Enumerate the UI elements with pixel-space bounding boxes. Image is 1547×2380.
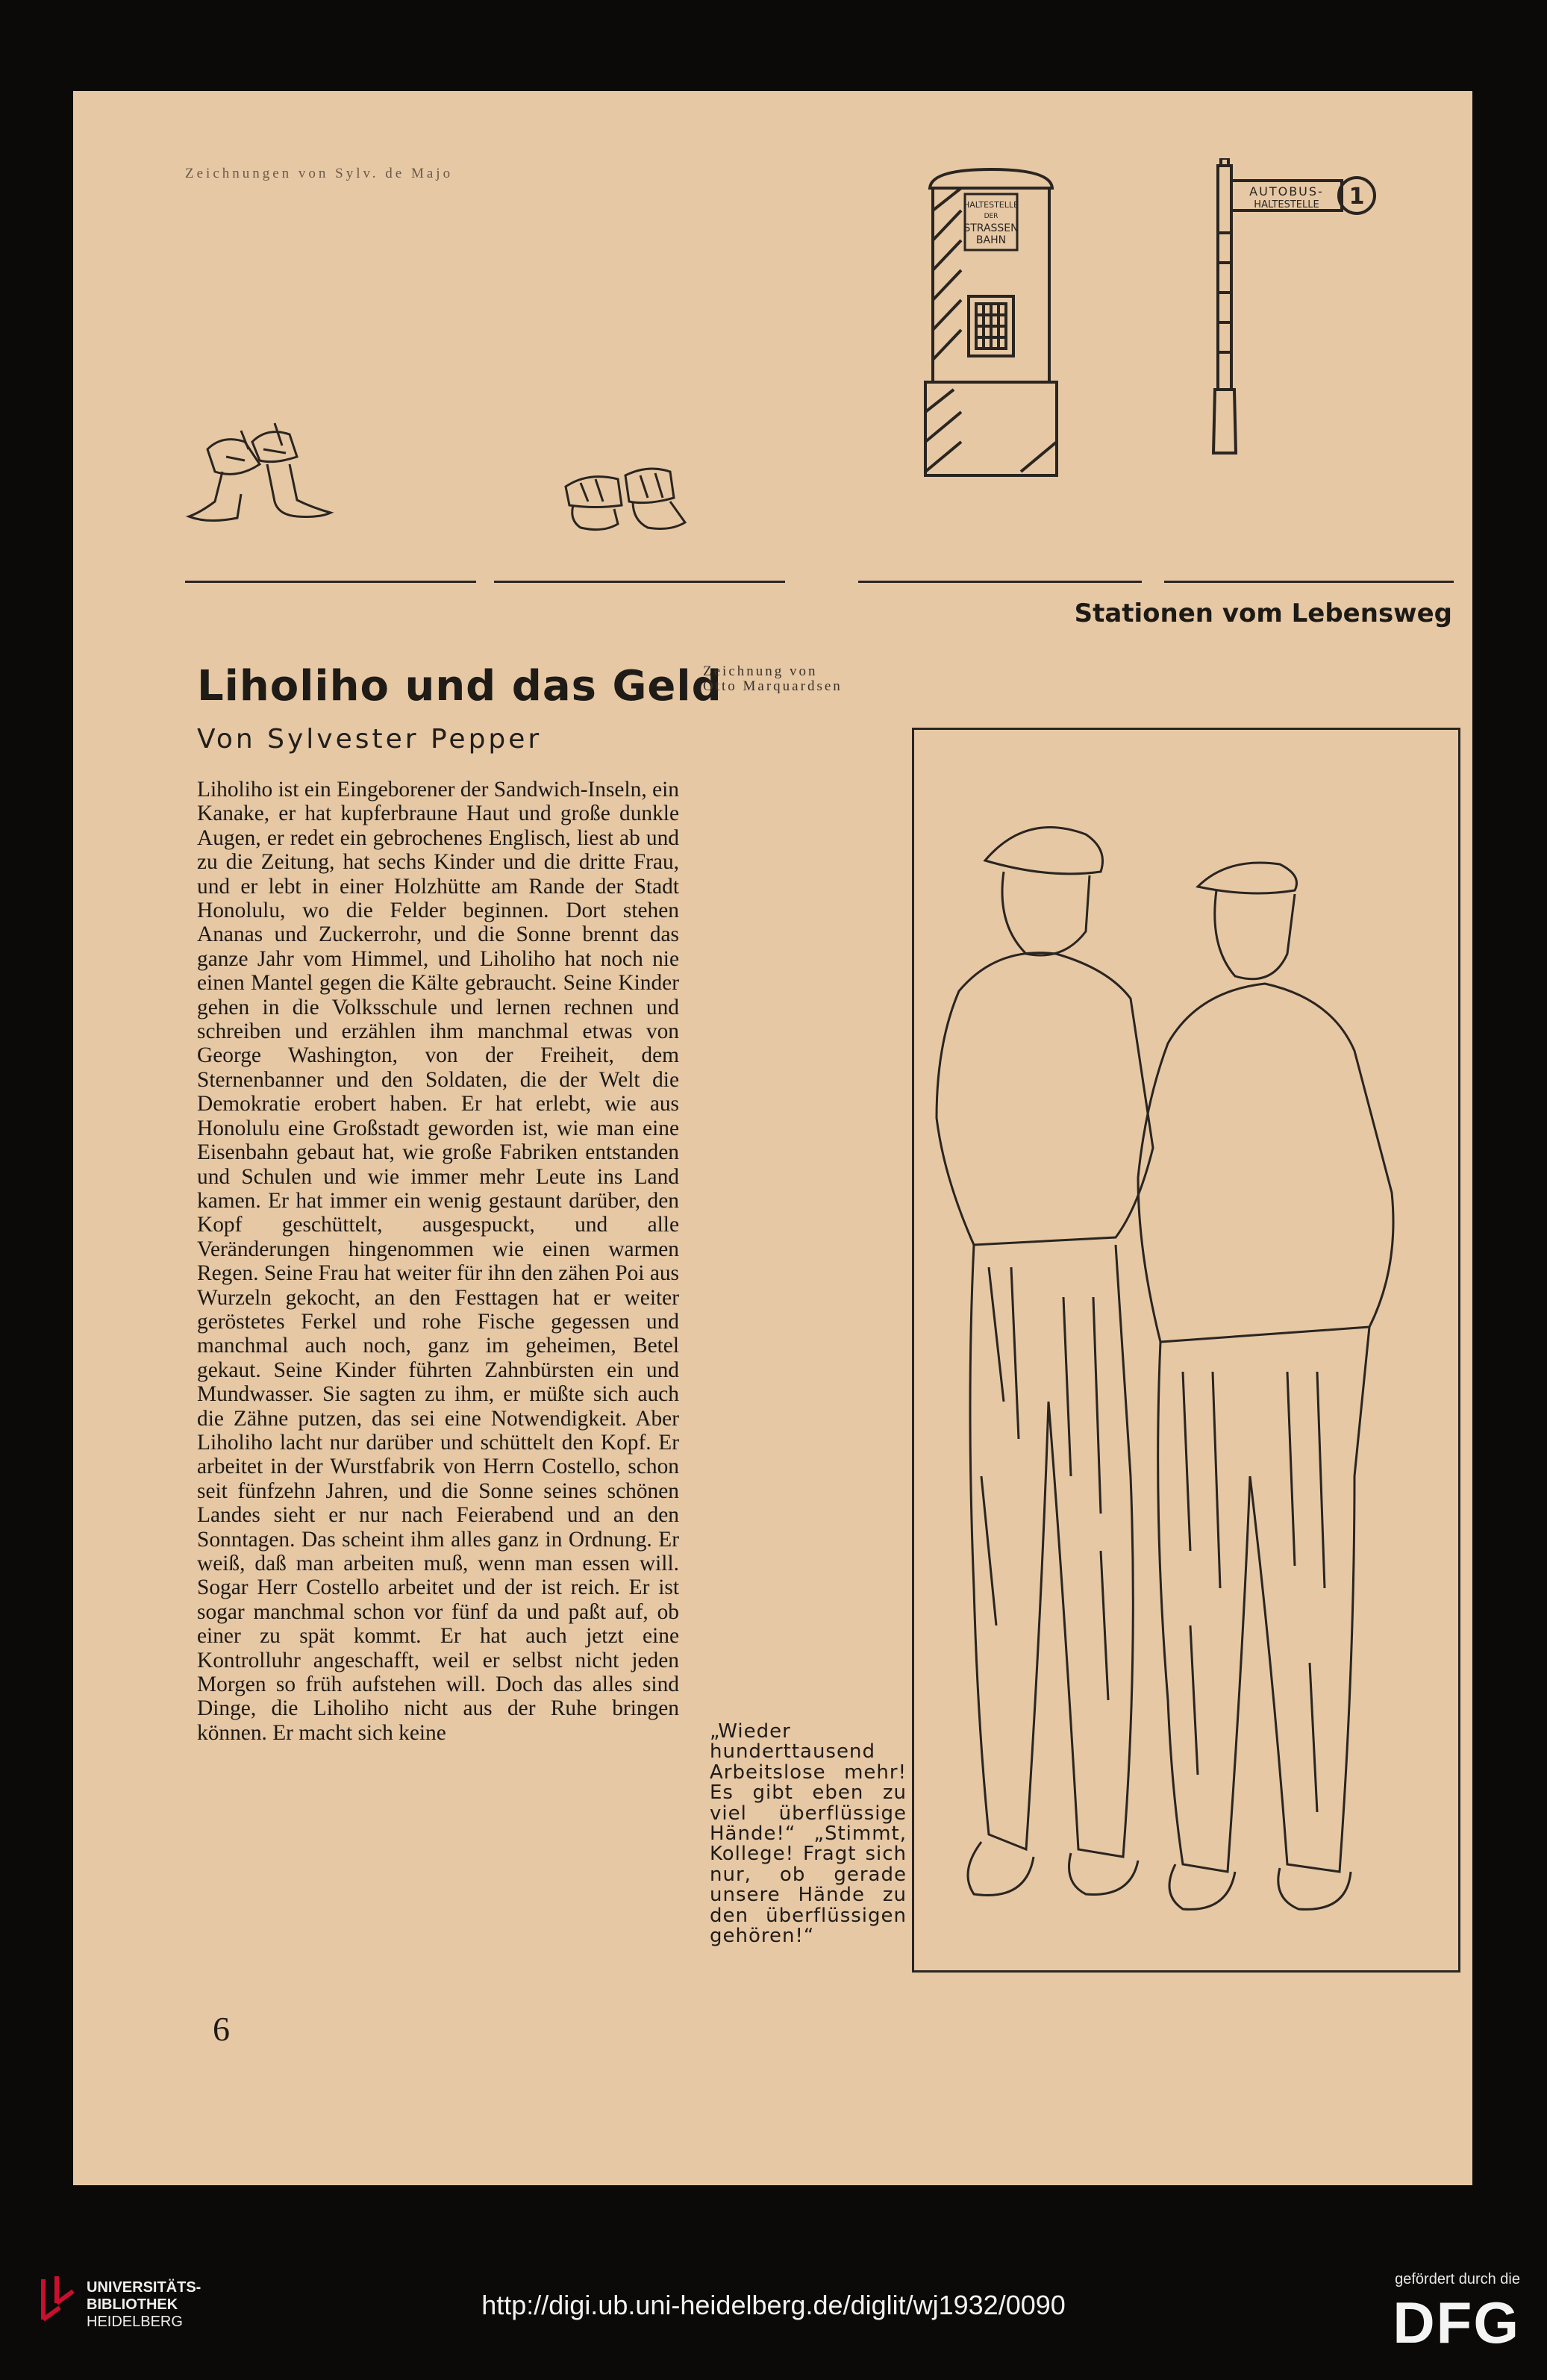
dfg-logo: DFG (1393, 2290, 1520, 2355)
drawing-credit: Zeichnungen von Sylv. de Majo (185, 166, 454, 181)
svg-text:HALTESTELLE: HALTESTELLE (1254, 199, 1319, 210)
magazine-page (73, 91, 1472, 2185)
illustration-frame (912, 728, 1460, 1973)
ground-line-1 (185, 581, 476, 583)
svg-text:HALTESTELLE: HALTESTELLE (963, 200, 1019, 210)
article-title: Liholiho und das Geld (197, 662, 722, 710)
illustration-credit (703, 664, 843, 694)
shoes-illustration (536, 464, 700, 539)
bare-feet-illustration (178, 419, 357, 531)
illustration-caption: „Wieder hunderttausend Arbeitslose mehr! Es gibt eben zu viel überflüssige Hände!“ „Stimmt, Kollege! Fragt sich nur, ob gerade unsere Hände zu den überflüssigen gehören!“ (710, 1720, 907, 1948)
article-body: Liholiho ist ein Eingeborener der Sandwich-Inseln, ein Kanake, er hat kupferbraune Haut und große dunkle Augen, er redet ein gebrochenes Englisch, liest ab und zu die Zeitung, hat sechs Kinder und die dritte Frau, und er lebt in einer Holzhütte am Rande der Stadt Honolulu, wo die Felder beginnen. Dort stehen Ananas und Zuckerrohr, und die Sonne brennt das ganze Jahr vom Himmel, und Liholiho hat noch nie einen Mantel gegen die Kälte gebraucht. Seine Kinder gehen in die Volksschule und lernen rechnen und schreiben und erzählen ihm manchmal etwas von George Washington, von der Freiheit, dem Sternenbanner und den Soldaten, die der Welt die Demokratie erobert haben. Er hat erlebt, wie aus Honolulu eine Großstadt geworden ist, wie man eine Eisenbahn gebaut hat, wie große Fabriken entstanden und Schulen und wie immer mehr Leute ins Land kamen. Er hat immer ein wenig gestaunt darüber, den Kopf geschüttelt, ausgespuckt, und alle Veränderungen hingenommen wie einen warmen Regen. Seine Frau hat weiter für ihn den zähen Poi aus Wurzeln gekocht, an den Festtagen hat er weiter geröstetes Ferkel und rohe Fische gegessen und manchmal auch noch, ganz im geheimen, Betel gekaut. Seine Kinder führten Zahnbürsten ein und Mundwasser. Sie sagten zu ihm, er müßte sich auch die Zähne putzen, das sei eine Notwendigkeit. Aber Liholiho lacht nur darüber und schüttelt den Kopf. Er arbeitet in der Wurstfabrik von Herrn Costello, schon seit fünfzehn Jahren, und die Sonne seines schönen Landes sieht er nur nach Feierabend und an den Sonntagen. Das scheint ihm alles ganz in Ordnung. Er weiß, daß man arbeiten muß, wenn man essen will. Sogar Herr Costello arbeitet und der ist reich. Er ist sogar manchmal schon vor fünf da und paßt auf, ob einer zu spät kommt. Er hat auch jetzt eine Kontrolluhr angeschafft, weil er selbst nicht jeden Morgen so früh aufstehen will. Doch das alles sind Dinge, die Liholiho nicht aus der Ruhe bringen können. Er macht sich keine (197, 778, 679, 1745)
two-men-illustration (914, 730, 1458, 1970)
page-number: 6 (213, 2010, 230, 2048)
svg-text:AUTOBUS-: AUTOBUS- (1249, 184, 1324, 199)
svg-text:1: 1 (1348, 184, 1365, 210)
svg-text:BAHN: BAHN (975, 234, 1007, 246)
library-name-line1: UNIVERSITÄTS- (87, 2279, 201, 2296)
svg-text:DER: DER (984, 213, 998, 220)
illustration-credit-line2: Otto Marquardsen (703, 678, 843, 694)
funding-label: gefördert durch die (1395, 2271, 1520, 2287)
ground-line-3 (858, 581, 1142, 583)
article-byline: Von Sylvester Pepper (197, 724, 543, 755)
ground-line-4 (1164, 581, 1454, 583)
svg-text:STRASSEN: STRASSEN (963, 222, 1019, 234)
illustration-credit-line1: Zeichnung von (703, 663, 818, 679)
ground-line-2 (494, 581, 785, 583)
source-url[interactable]: http://digi.ub.uni-heidelberg.de/diglit/wj1932/0090 (481, 2290, 1066, 2320)
section-title: Stationen vom Lebensweg (1074, 599, 1452, 628)
library-name-line3: HEIDELBERG (87, 2314, 183, 2330)
library-name-line2: BIBLIOTHEK (87, 2296, 178, 2313)
